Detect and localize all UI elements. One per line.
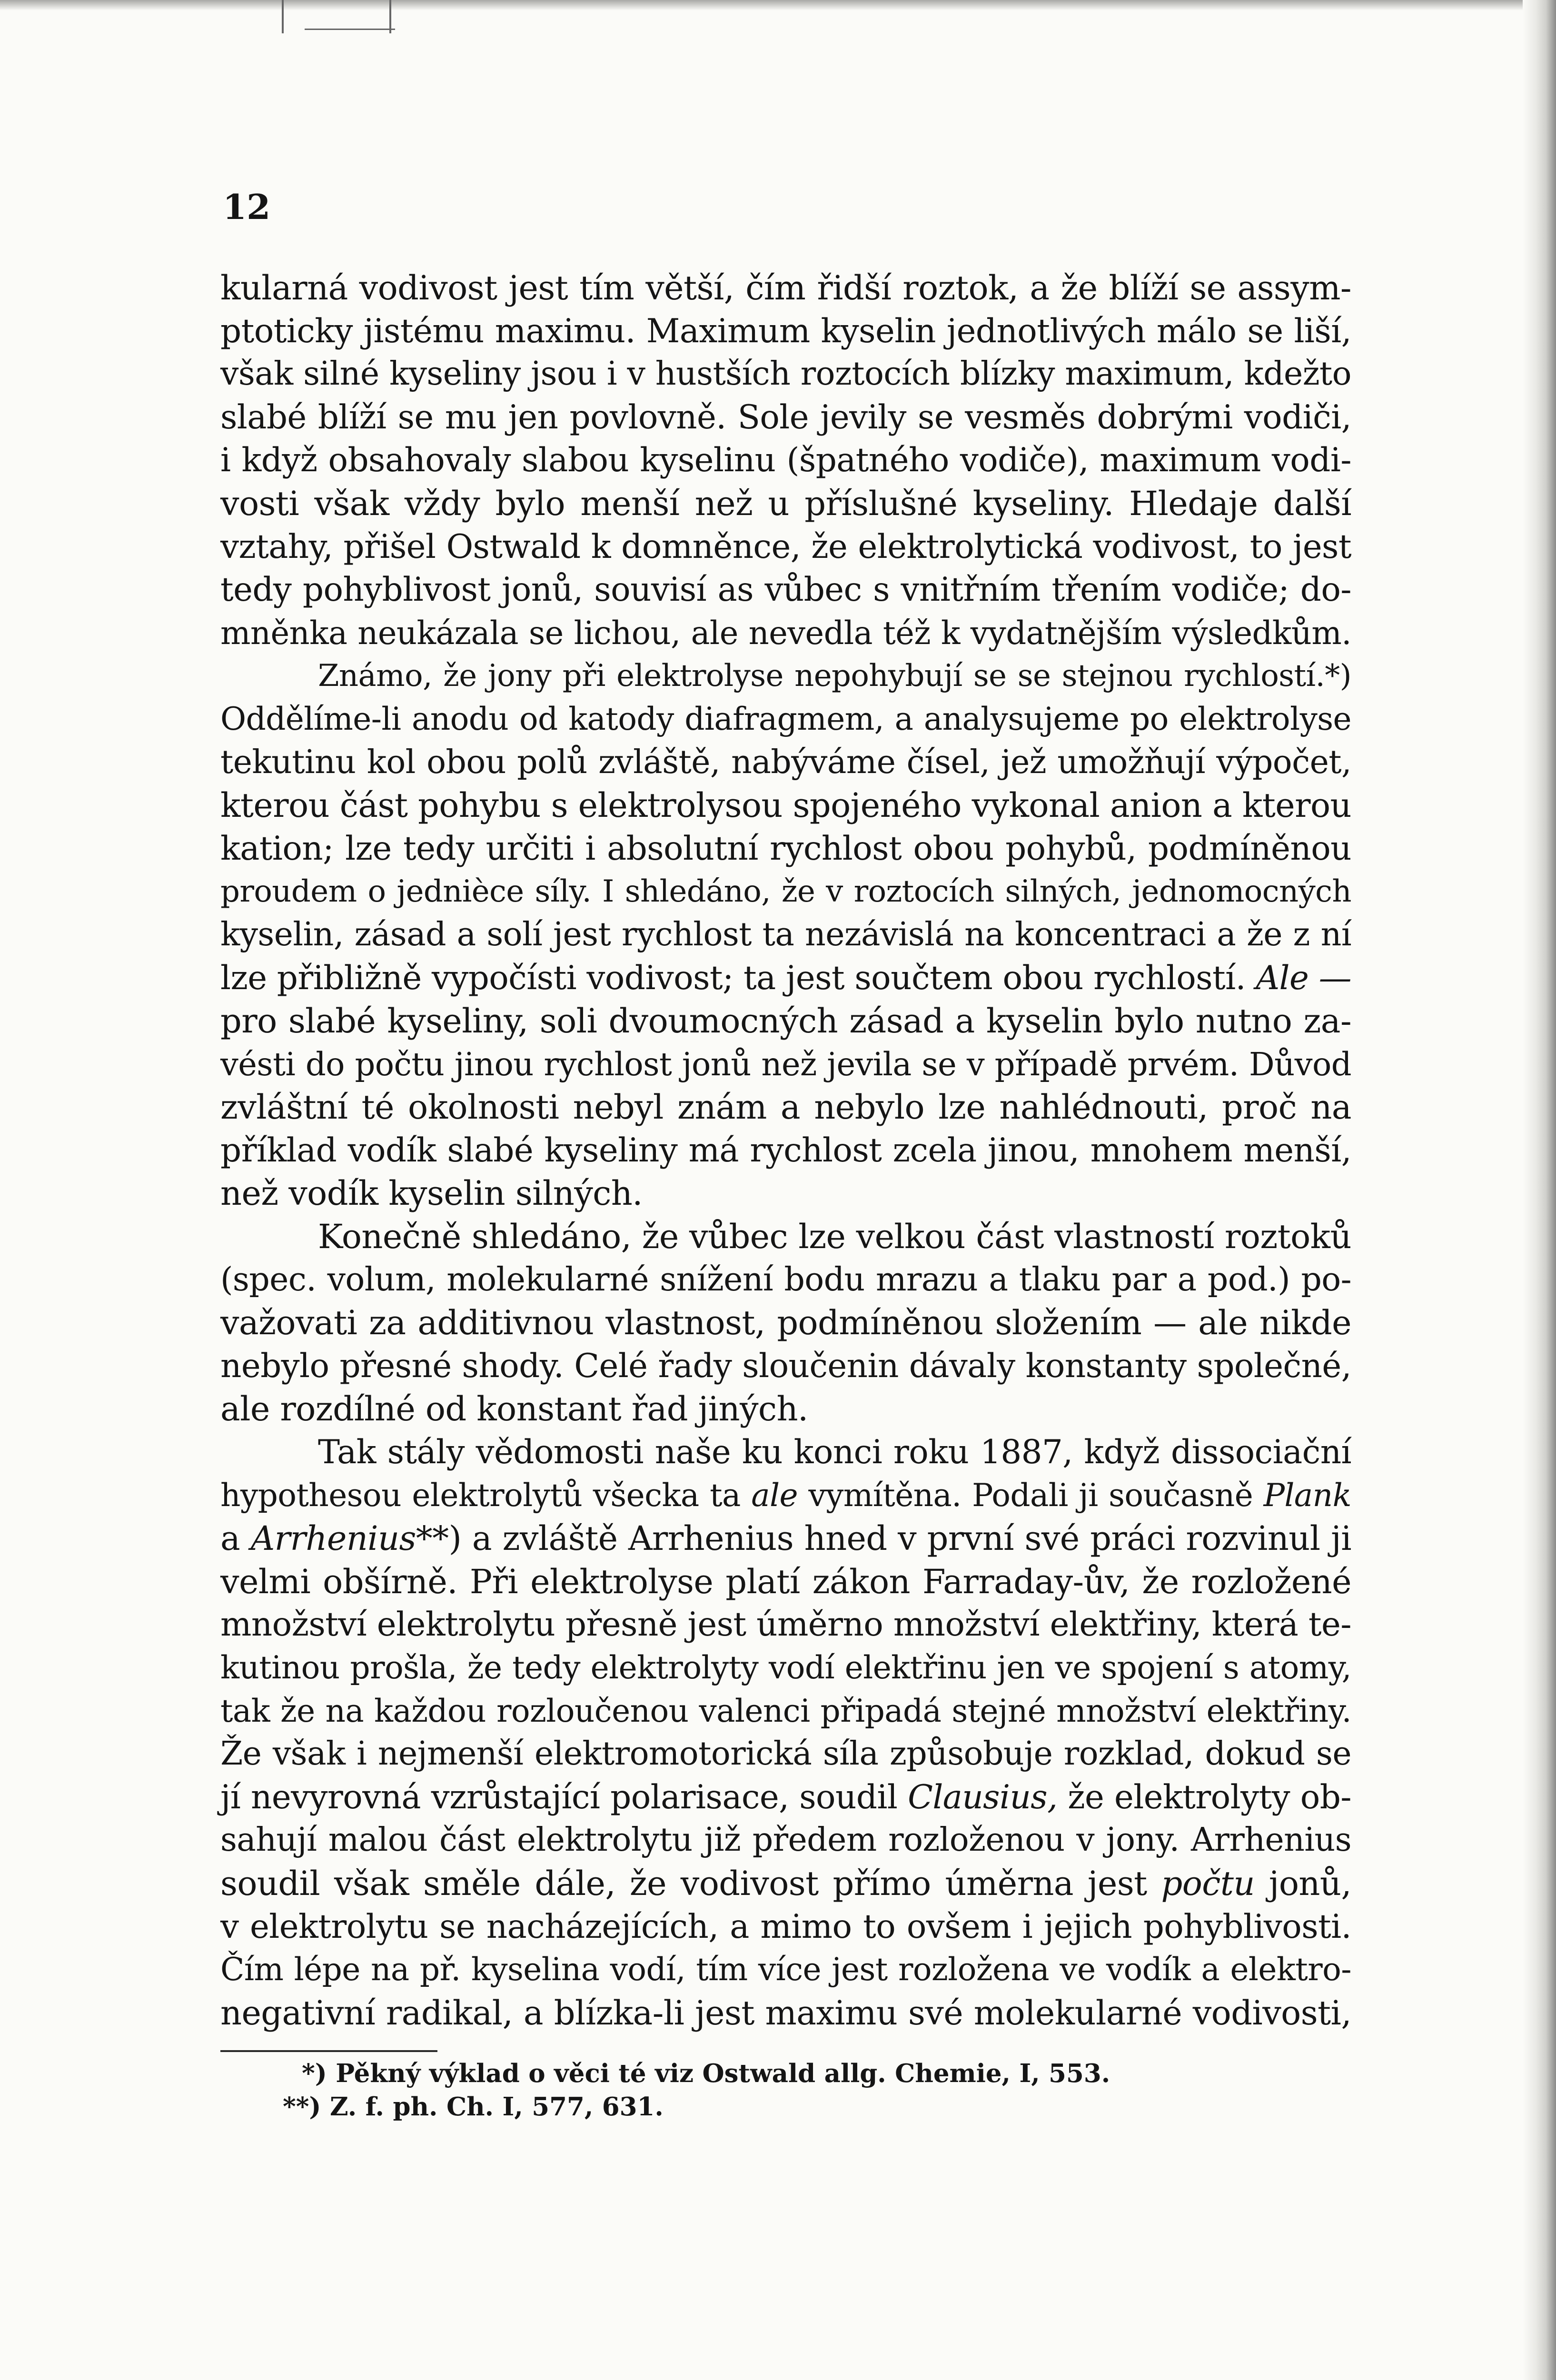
- text-line: [220, 310, 1351, 353]
- text-run: jí nevyrovná vzrůstající polarisace, soudil: [220, 1778, 898, 1816]
- text-line: [220, 698, 1351, 741]
- text-run: vymítěna. Podali ji současně: [808, 1477, 1253, 1514]
- text-run: a: [220, 1519, 240, 1558]
- text-run: **) a zvláště Arrhenius hned v první své práci rozvinul ji: [416, 1519, 1352, 1558]
- text-line: [220, 1776, 1351, 1819]
- text-line: [220, 439, 1351, 482]
- text-line: [220, 654, 1351, 698]
- text-run: važovati za additivnou vlastnost, podmíněnou složením — ale nikde: [220, 1303, 1351, 1343]
- text-line: [220, 1646, 1351, 1690]
- page-top-shadow: [0, 0, 1556, 10]
- text-run: příklad vodík slabé kyseliny má rychlost zcela jinou, mnohem menší,: [220, 1131, 1351, 1170]
- text-line: [220, 1733, 1351, 1776]
- text-run: nebylo přesné shody. Celé řady sloučenin dávaly konstanty společné,: [220, 1347, 1351, 1385]
- text-run: Oddělíme-li anodu od katody diafragmem, a analysujeme po elektrolyse: [220, 700, 1351, 737]
- text-run: Čím lépe na př. kyselina vodí, tím více jest rozložena ve vodík a elektro-: [220, 1951, 1351, 1988]
- text-line: [220, 1215, 1351, 1259]
- page-number: 12: [223, 187, 271, 227]
- page-right-shadow: [1523, 0, 1556, 2380]
- italic-name: Clausius,: [908, 1778, 1058, 1816]
- text-line: [220, 1905, 1351, 1949]
- text-run: kutinou prošla, že tedy elektrolyty vodí elektřinu jen ve spojení s atomy,: [220, 1649, 1351, 1686]
- text-line: [220, 353, 1351, 396]
- scan-mark: [282, 0, 284, 33]
- text-run: kterou část pohybu s elektrolysou spojeného vykonal anion a kterou: [220, 786, 1351, 825]
- text-run: velmi obšírně. Při elektrolyse platí zákon Farraday-ův, že rozložené: [220, 1562, 1351, 1601]
- text-line: [220, 1862, 1351, 1905]
- text-line: [220, 957, 1351, 1000]
- text-line: [220, 612, 1351, 655]
- text-line: [220, 1129, 1351, 1172]
- text-run: tekutinu kol obou polů zvláště, nabýváme čísel, jež umožňují výpočet,: [220, 743, 1351, 781]
- text-run: proudem o jednièce síly. I shledáno, že v roztocích silných, jednomocných: [220, 874, 1351, 910]
- text-run: soudil však směle dále, že vodivost přímo úměrna jest: [220, 1864, 1147, 1903]
- text-run: tak že na každou rozloučenou valenci připadá stejné množství elektřiny.: [220, 1692, 1351, 1729]
- italic-name: počtu: [1161, 1864, 1255, 1903]
- footnote-marker: *): [302, 2059, 327, 2088]
- text-run: kyselin, zásad a solí jest rychlost ta nezávislá na koncentraci a že z ní: [220, 915, 1351, 953]
- text-run: sahují malou část elektrolytu již předem rozloženou v jony. Arrhenius: [220, 1821, 1351, 1859]
- footnote-text: Pěkný výklad o věci té viz Ostwald allg. Chemie, I, 553.: [336, 2059, 1110, 2088]
- text-run: že elektrolyty ob-: [1068, 1778, 1351, 1816]
- text-line: [220, 267, 1351, 310]
- text-line: [220, 526, 1351, 569]
- footnote-2: [283, 2092, 664, 2122]
- text-line: [220, 1345, 1351, 1388]
- footnote-1: [302, 2058, 1110, 2089]
- text-run: zvláštní té okolnosti nebyl znám a nebylo lze nahlédnouti, proč na: [220, 1088, 1351, 1127]
- text-line: [220, 1086, 1351, 1129]
- text-line: [220, 741, 1351, 784]
- text-run: mněnka neukázala se lichou, ale nevedla též k vydatnějším výsledkům.: [220, 614, 1351, 652]
- italic-name: Plank: [1263, 1477, 1351, 1514]
- text-line: [220, 1992, 1351, 2035]
- text-run: kularná vodivost jest tím větší, čím řidší roztok, a že blíží se assym-: [220, 268, 1351, 307]
- text-run: Konečně shledáno, že vůbec lze velkou část vlastností roztoků: [318, 1217, 1351, 1257]
- text-line: [220, 1388, 1351, 1431]
- text-line: [220, 1259, 1351, 1302]
- text-line: [220, 1819, 1351, 1862]
- text-run: lze přibližně vypočísti vodivost; ta jest součtem obou rychlostí.: [220, 959, 1246, 997]
- text-line: [220, 1560, 1351, 1604]
- text-run: kation; lze tedy určiti i absolutní rychlost obou pohybů, podmíněnou: [220, 829, 1351, 868]
- text-line: [220, 1043, 1351, 1086]
- text-line: [220, 568, 1351, 612]
- text-line: [220, 827, 1351, 871]
- text-line: [220, 396, 1351, 439]
- text-line: [220, 482, 1351, 526]
- text-run: vésti do počtu jinou rychlost jonů než jevila se v případě prvém. Důvod: [220, 1045, 1351, 1083]
- text-run: Že však i nejmenší elektromotorická síla způsobuje rozklad, dokud se: [220, 1735, 1351, 1773]
- text-run: však silné kyseliny jsou i v hustších roztocích blízky maximum, kdežto: [220, 355, 1351, 393]
- text-line: [220, 1517, 1351, 1560]
- text-run: ale rozdílné od konstant řad jiných.: [220, 1389, 808, 1429]
- text-run: Tak stály vědomosti naše ku konci roku 1887, když dissociační: [318, 1433, 1351, 1472]
- text-run: ptoticky jistému maximu. Maximum kyselin jednotlivých málo se liší,: [220, 312, 1351, 350]
- text-line: [220, 1431, 1351, 1474]
- italic-name: ale: [751, 1477, 798, 1514]
- text-line: [220, 913, 1351, 957]
- footnote-rule: [220, 2050, 437, 2052]
- text-line: [220, 1474, 1351, 1517]
- text-run: negativní radikal, a blízka-li jest maximu své molekularné vodivosti,: [220, 1993, 1351, 2033]
- text-line: [220, 1000, 1351, 1043]
- text-line: [220, 1301, 1351, 1345]
- text-run: Známo, že jony při elektrolyse nepohybují se se stejnou rychlostí.*): [318, 658, 1351, 694]
- italic-name: Ale —: [1256, 959, 1352, 997]
- text-line: [220, 1172, 1351, 1215]
- text-run: jonů,: [1269, 1864, 1351, 1903]
- text-run: než vodík kyselin silných.: [220, 1174, 643, 1213]
- text-run: (spec. volum, molekularné snížení bodu mrazu a tlaku par a pod.) po-: [220, 1260, 1351, 1299]
- scan-mark: [305, 29, 395, 30]
- footnote-text: Z. f. ph. Ch. I, 577, 631.: [329, 2092, 664, 2122]
- text-line: [220, 870, 1351, 913]
- text-line: [220, 1690, 1351, 1733]
- text-run: tedy pohyblivost jonů, souvisí as vůbec s vnitřním třením vodiče; do-: [220, 571, 1351, 609]
- italic-name: Arrhenius: [250, 1519, 416, 1558]
- text-run: i když obsahovaly slabou kyselinu (špatného vodiče), maximum vodi-: [220, 441, 1351, 480]
- text-run: množství elektrolytu přesně jest úměrno množství elektřiny, která te-: [220, 1606, 1351, 1644]
- text-run: vztahy, přišel Ostwald k domněnce, že elektrolytická vodivost, to jest: [220, 527, 1351, 566]
- footnote-marker: **): [283, 2092, 321, 2122]
- text-line: [220, 1603, 1351, 1646]
- body-text: [220, 267, 1351, 2034]
- text-run: v elektrolytu se nacházejících, a mimo to ovšem i jejich pohyblivosti.: [220, 1907, 1351, 1946]
- text-run: slabé blíží se mu jen povlovně. Sole jevily se vesměs dobrými vodiči,: [220, 398, 1351, 436]
- text-line: [220, 1948, 1351, 1992]
- text-run: hypothesou elektrolytů všecka ta: [220, 1477, 741, 1514]
- text-run: pro slabé kyseliny, soli dvoumocných zásad a kyselin bylo nutno za-: [220, 1002, 1351, 1041]
- text-run: vosti však vždy bylo menší než u příslušné kyseliny. Hledaje další: [220, 484, 1351, 523]
- text-line: [220, 784, 1351, 827]
